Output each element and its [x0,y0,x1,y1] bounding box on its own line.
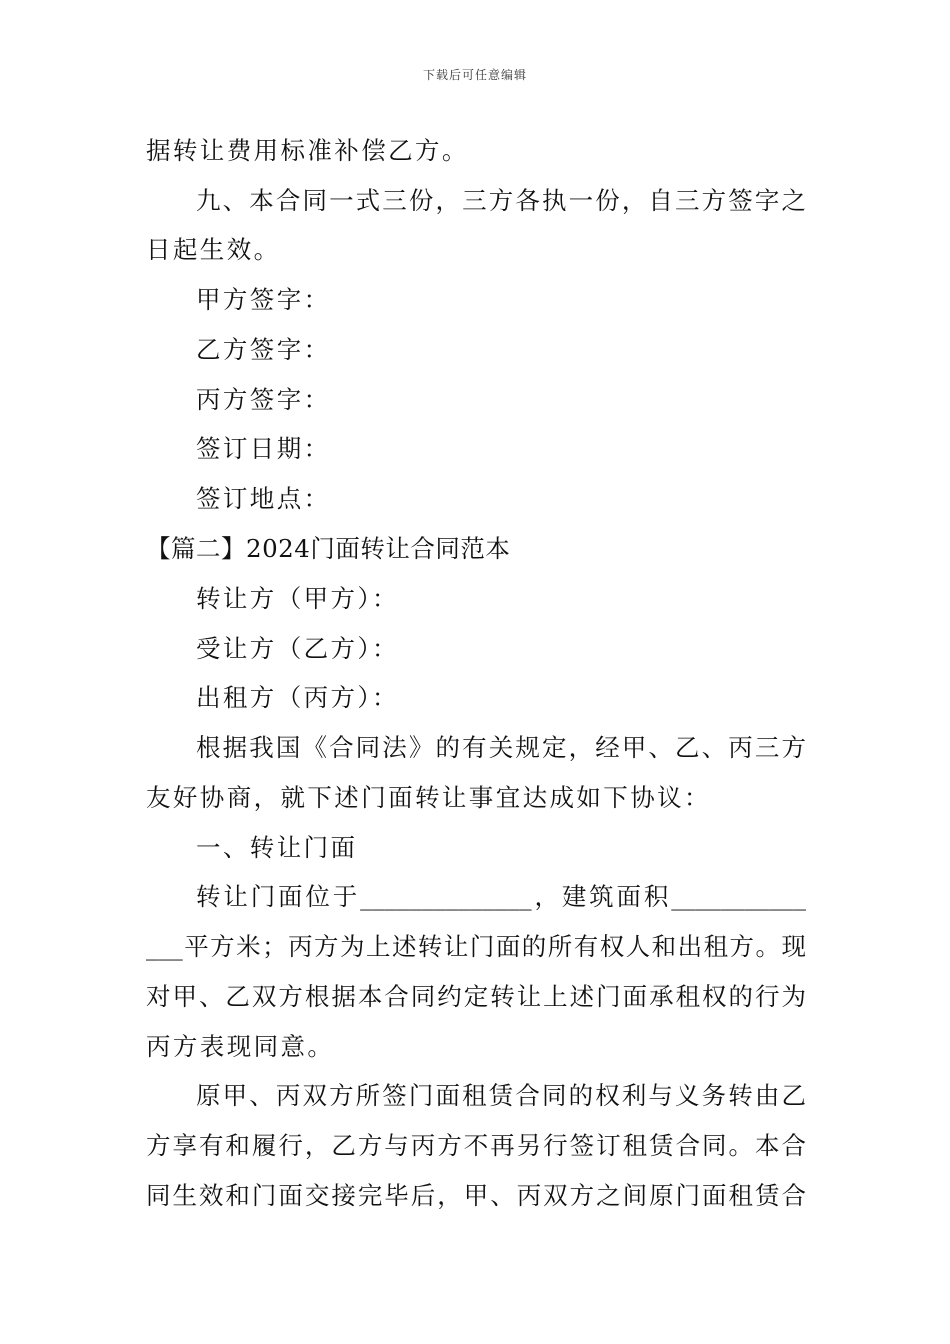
paragraph-line: 根据我国《合同法》的有关规定，经甲、乙、丙三方 [196,733,806,762]
section-title: 【篇二】2024门面转让合同范本 [146,534,511,563]
signing-date-line: 签订日期： [196,434,331,463]
paragraph-line: 原甲、丙双方所签门面租赁合同的权利与义务转由乙 [196,1081,806,1110]
signing-place-line: 签订地点： [196,484,331,513]
clause-heading: 一、转让门面 [196,833,358,862]
paragraph-line: ___平方米；丙方为上述转让门面的所有权人和出租方。现 [146,932,806,961]
signature-line-party-c: 丙方签字： [196,385,331,414]
paragraph-line: 对甲、乙双方根据本合同约定转让上述门面承租权的行为 [146,982,806,1011]
paragraph-line: 同生效和门面交接完毕后，甲、丙双方之间原门面租赁合 [146,1181,806,1210]
paragraph-line: 九、本合同一式三份，三方各执一份，自三方签字之 [196,186,806,215]
signature-line-party-b: 乙方签字： [196,335,331,364]
signature-line-party-a: 甲方签字： [196,285,331,314]
lessor-line: 出租方（丙方）： [196,683,399,712]
paragraph-line: 据转让费用标准补偿乙方。 [146,136,469,165]
paragraph-line: 日起生效。 [146,235,281,264]
transferor-line: 转让方（甲方）： [196,584,399,613]
page-header: 下载后可任意编辑 [422,68,527,82]
paragraph-line: 丙方表现同意。 [146,1032,335,1061]
paragraph-line: 转让门面位于______________，建筑面积___________ [196,882,806,911]
paragraph-line: 友好协商，就下述门面转让事宜达成如下协议： [146,783,711,812]
transferee-line: 受让方（乙方）： [196,634,399,663]
paragraph-line: 方享有和履行，乙方与丙方不再另行签订租赁合同。本合 [146,1131,806,1160]
